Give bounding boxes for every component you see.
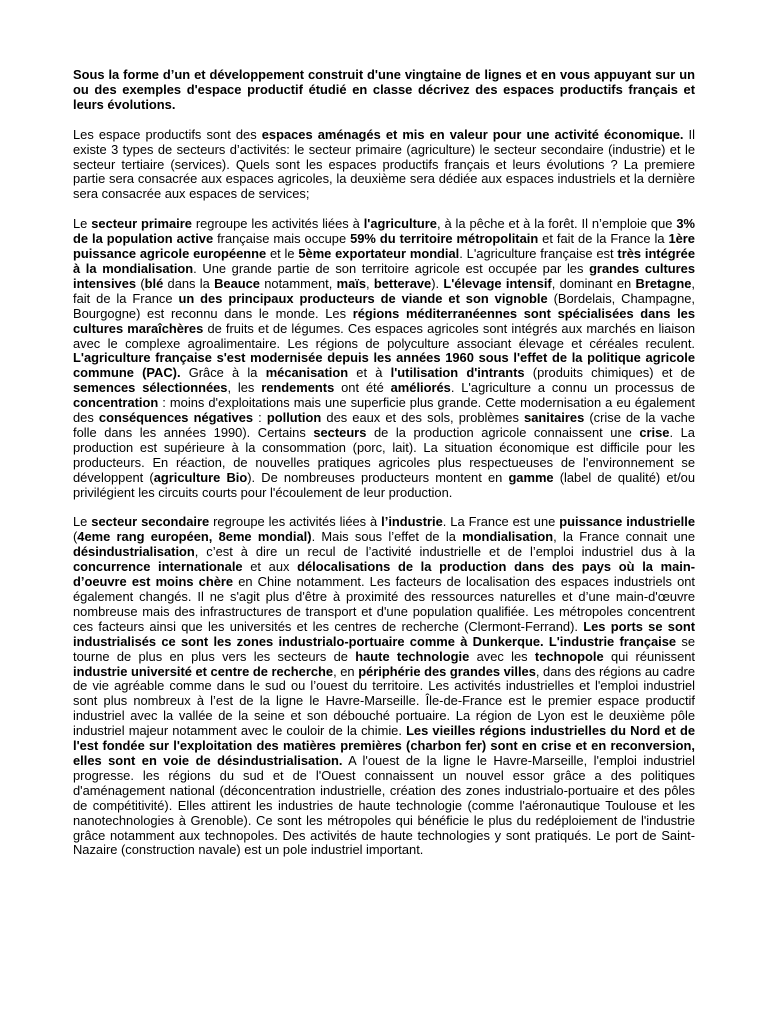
bold-text-run: 59% du territoire métropolitain bbox=[350, 231, 539, 247]
text-run: ( bbox=[136, 275, 145, 291]
text-run: . L'agriculture française est bbox=[459, 246, 618, 262]
bold-text-run: 1ère puissance agricole européenne bbox=[73, 231, 695, 262]
bold-text-run: concurrence internationale bbox=[73, 559, 243, 575]
text-run: . La France est une bbox=[442, 514, 560, 530]
bold-text-run: 5ème exportateur mondial bbox=[298, 246, 460, 262]
text-run: se tourne de plus en plus vers les secteurs de bbox=[73, 633, 695, 664]
bold-text-run: un des principaux producteurs de viande et son vignoble bbox=[178, 290, 548, 306]
text-run: A l'ouest de la ligne le Havre-Marseille, l'emploi industriel progresse. les régions du sud et de l'Ouest connaissent un nouvel essor grâce a des politiques d'aménagement national (déconcentration industrielle, création des zones industrialo-portuaire et des pôles de compétitivité). Elles attirent les industries de haute technologie (comme l'aéronautique Toulouse et les nanotechnologies à Grenoble). Ce sont les métropoles qui bénéficie le plus du redéploiement de l'industrie grâce notamment aux technopoles. Des activités de haute technologies y sont pratiqués. Le port de Saint-Nazaire (construction navale) est un pole industriel important. bbox=[73, 752, 695, 858]
text-run: : bbox=[253, 410, 267, 426]
text-run: , en bbox=[333, 663, 359, 679]
bold-text-run: maïs bbox=[336, 275, 366, 291]
bold-text-run: Bretagne bbox=[635, 275, 692, 291]
bold-text-run: technopole bbox=[534, 648, 604, 664]
paragraph-secteur-secondaire bbox=[73, 515, 695, 858]
text-run: avec les bbox=[469, 648, 535, 664]
text-run: , les bbox=[227, 380, 262, 396]
bold-text-run: crise bbox=[639, 424, 670, 440]
bold-text-run: l'utilisation d'intrants bbox=[390, 365, 525, 381]
bold-text-run: l’industrie bbox=[381, 514, 443, 530]
bold-text-run: gamme bbox=[508, 469, 554, 485]
bold-text-run: 3% de la population active bbox=[73, 216, 695, 247]
text-run: (crise de la vache folle dans les années 1990). Certains bbox=[73, 410, 695, 440]
bold-text-run: industrie université et centre de recherche bbox=[73, 663, 334, 679]
text-run: regroupe les activités liées à bbox=[191, 216, 364, 232]
bold-text-run: betterave bbox=[373, 275, 432, 291]
text-run: , la France connait une bbox=[553, 529, 696, 545]
bold-text-run: délocalisations de la production dans des pays où la main-d’oeuvre est moins chère bbox=[73, 559, 695, 590]
paragraph-secteur-primaire bbox=[73, 217, 695, 500]
text-run: de la production agricole connaissent une bbox=[366, 424, 640, 440]
text-run: dans la bbox=[163, 275, 215, 291]
bold-text-run: Beauce bbox=[214, 275, 260, 291]
text-run: , à la pêche et à la forêt. Il n’emploie que bbox=[436, 216, 677, 232]
bold-text-run: L'élevage intensif bbox=[443, 275, 552, 291]
bold-text-run: puissance industrielle bbox=[559, 514, 695, 530]
text-run: (produits chimiques) et de bbox=[524, 365, 696, 381]
text-run: , c’est à dire un recul de l’activité industrielle et de l’emploi industriel dus à la bbox=[194, 544, 695, 560]
bold-text-run: secteurs bbox=[313, 424, 367, 440]
bold-text-run: conséquences négatives bbox=[98, 410, 254, 426]
text-run: (label de qualité) et/ou privilégient les circuits courts pour l'écoulement de leur production. bbox=[73, 469, 696, 500]
bold-text-run: espaces aménagés et mis en valeur pour une activité économique. bbox=[261, 126, 684, 142]
text-run: ). De nombreuses producteurs montent en bbox=[247, 469, 509, 485]
bold-text-run: agriculture Bio bbox=[153, 469, 248, 485]
bold-text-run: l'agriculture bbox=[363, 216, 437, 232]
text-run: ont été bbox=[334, 380, 391, 396]
text-run: Le bbox=[73, 514, 92, 530]
bold-text-run: concentration bbox=[73, 395, 159, 411]
bold-text-run: grandes cultures intensives bbox=[73, 260, 695, 291]
text-run: ). bbox=[431, 275, 444, 291]
text-run: des eaux et des sols, problèmes bbox=[321, 410, 525, 426]
paragraph-introduction bbox=[73, 128, 695, 203]
text-run: notamment, bbox=[259, 275, 337, 291]
bold-text-run: haute technologie bbox=[355, 648, 470, 664]
text-run: . Une grande partie de son territoire agricole est occupée par les bbox=[193, 260, 590, 276]
bold-text-run: Les ports se sont industrialisés ce sont les zones industrialo-portuaire comme à Dunkerque. L'industrie française bbox=[73, 618, 695, 649]
text-run: Le bbox=[73, 216, 92, 232]
bold-text-run: améliorés bbox=[390, 380, 451, 396]
text-run: : moins d'exploitations mais une superficie plus grande. Cette modernisation a eu également des bbox=[73, 395, 695, 426]
text-run: et le bbox=[266, 246, 299, 262]
bold-text-run: mondialisation bbox=[462, 529, 554, 545]
text-run: qui réunissent bbox=[603, 648, 695, 664]
bold-text-run: pollution bbox=[266, 410, 322, 426]
text-run: Grâce à la bbox=[180, 365, 266, 381]
text-run: regroupe les activités liées à bbox=[209, 514, 382, 530]
bold-text-run: secteur primaire bbox=[91, 216, 192, 232]
bold-text-run: L'agriculture française s'est modernisée depuis les années 1960 sous l'effet de la politique agricole commune (PAC). bbox=[73, 350, 695, 381]
text-run: ( bbox=[73, 529, 78, 545]
text-run: Les espace productifs sont des bbox=[73, 126, 262, 142]
bold-text-run: Les vieilles régions industrielles du Nord et de l'est fondée sur l'exploitation des matières premières (charbon fer) sont en crise et en reconversion, elles sont en voie de désindustrialisation. bbox=[73, 723, 695, 768]
bold-text-run: régions méditerranéennes sont spécialisées dans les cultures maraîchères bbox=[73, 305, 695, 336]
text-run: et à bbox=[348, 365, 391, 381]
bold-text-run: secteur secondaire bbox=[91, 514, 210, 530]
text-run: et aux bbox=[242, 559, 298, 575]
bold-text-run: 4eme rang européen, 8eme mondial) bbox=[77, 529, 312, 545]
bold-text-run: rendements bbox=[261, 380, 335, 396]
text-run: , bbox=[366, 275, 374, 291]
essay-question: Sous la forme d’un et développement construit d'une vingtaine de lignes et en vous appuyant sur un ou des exemples d'espace productif étudié en classe décrivez des espaces productifs français et leurs évolutions. bbox=[73, 67, 695, 112]
text-run: Il existe 3 types de secteurs d’activités: le secteur primaire (agriculture) le secteur secondaire (industrie) et le secteur tertiaire (services). Quels sont les espaces productifs français et leurs évolutions ? La premiere partie sera consacrée aux espaces agricoles, la deuxième sera dédiée aux espaces industriels et la dernière sera consacrée aux espaces de services; bbox=[73, 126, 695, 202]
text-run: , dans des régions au cadre de vie agréable comme dans le sud ou l’ouest du territoire. Les activités industrielles et l'emploi industriel sont plus nombreux à l’est de la ligne le Havre-Marseille. Île-de-France est le premier espace productif industriel avec la vallée de la seine et son débouché portuaire. La région de Lyon est le deuxième pôle industriel majeur notamment avec le couloir de la chimie. bbox=[73, 663, 695, 739]
bold-text-run: désindustrialisation bbox=[73, 544, 195, 560]
bold-text-run: périphérie des grandes villes bbox=[358, 663, 536, 679]
bold-text-run: blé bbox=[144, 275, 164, 291]
text-run: . L'agriculture a connu un processus de bbox=[450, 380, 695, 396]
bold-text-run: semences sélectionnées bbox=[73, 380, 228, 396]
text-run: française mais occupe bbox=[213, 231, 351, 247]
text-run: de fruits et de légumes. Ces espaces agricoles sont intégrés aux marchés en liaison avec le complexe agroalimentaire. Les régions de polyculture associant élevage et céréales reculent. bbox=[73, 320, 695, 351]
text-run: , dominant en bbox=[551, 275, 636, 291]
bold-text-run: mécanisation bbox=[265, 365, 349, 381]
text-run: . Mais sous l’effet de la bbox=[311, 529, 463, 545]
text-run: et fait de la France la bbox=[538, 231, 669, 247]
text-run: . La production est supérieure à la consommation (porc, lait). La situation économique est difficile pour les producteurs. En réaction, de nouvelles pratiques agricoles plus respectueuses de l'environnement se développent ( bbox=[73, 424, 695, 485]
text-run: (Bordelais, Champagne, Bourgogne) est reconnu dans le monde. Les bbox=[73, 290, 695, 321]
text-run: , fait de la France bbox=[73, 275, 695, 306]
text-run: en Chine notamment. Les facteurs de localisation des espaces industriels ont également changés. Il ne s'agit plus d'être à proximité des ressources naturelles et d’une main-d'œuvre nombreuse mais des infrastructures de transport et d'une population qualifiée. Les métropoles concentrent ces facteurs ainsi que les universités et les centres de recherche (Clermont-Ferrand). bbox=[73, 574, 696, 634]
bold-text-run: très intégrée à la mondialisation bbox=[73, 246, 696, 276]
bold-text-run: sanitaires bbox=[524, 410, 585, 426]
